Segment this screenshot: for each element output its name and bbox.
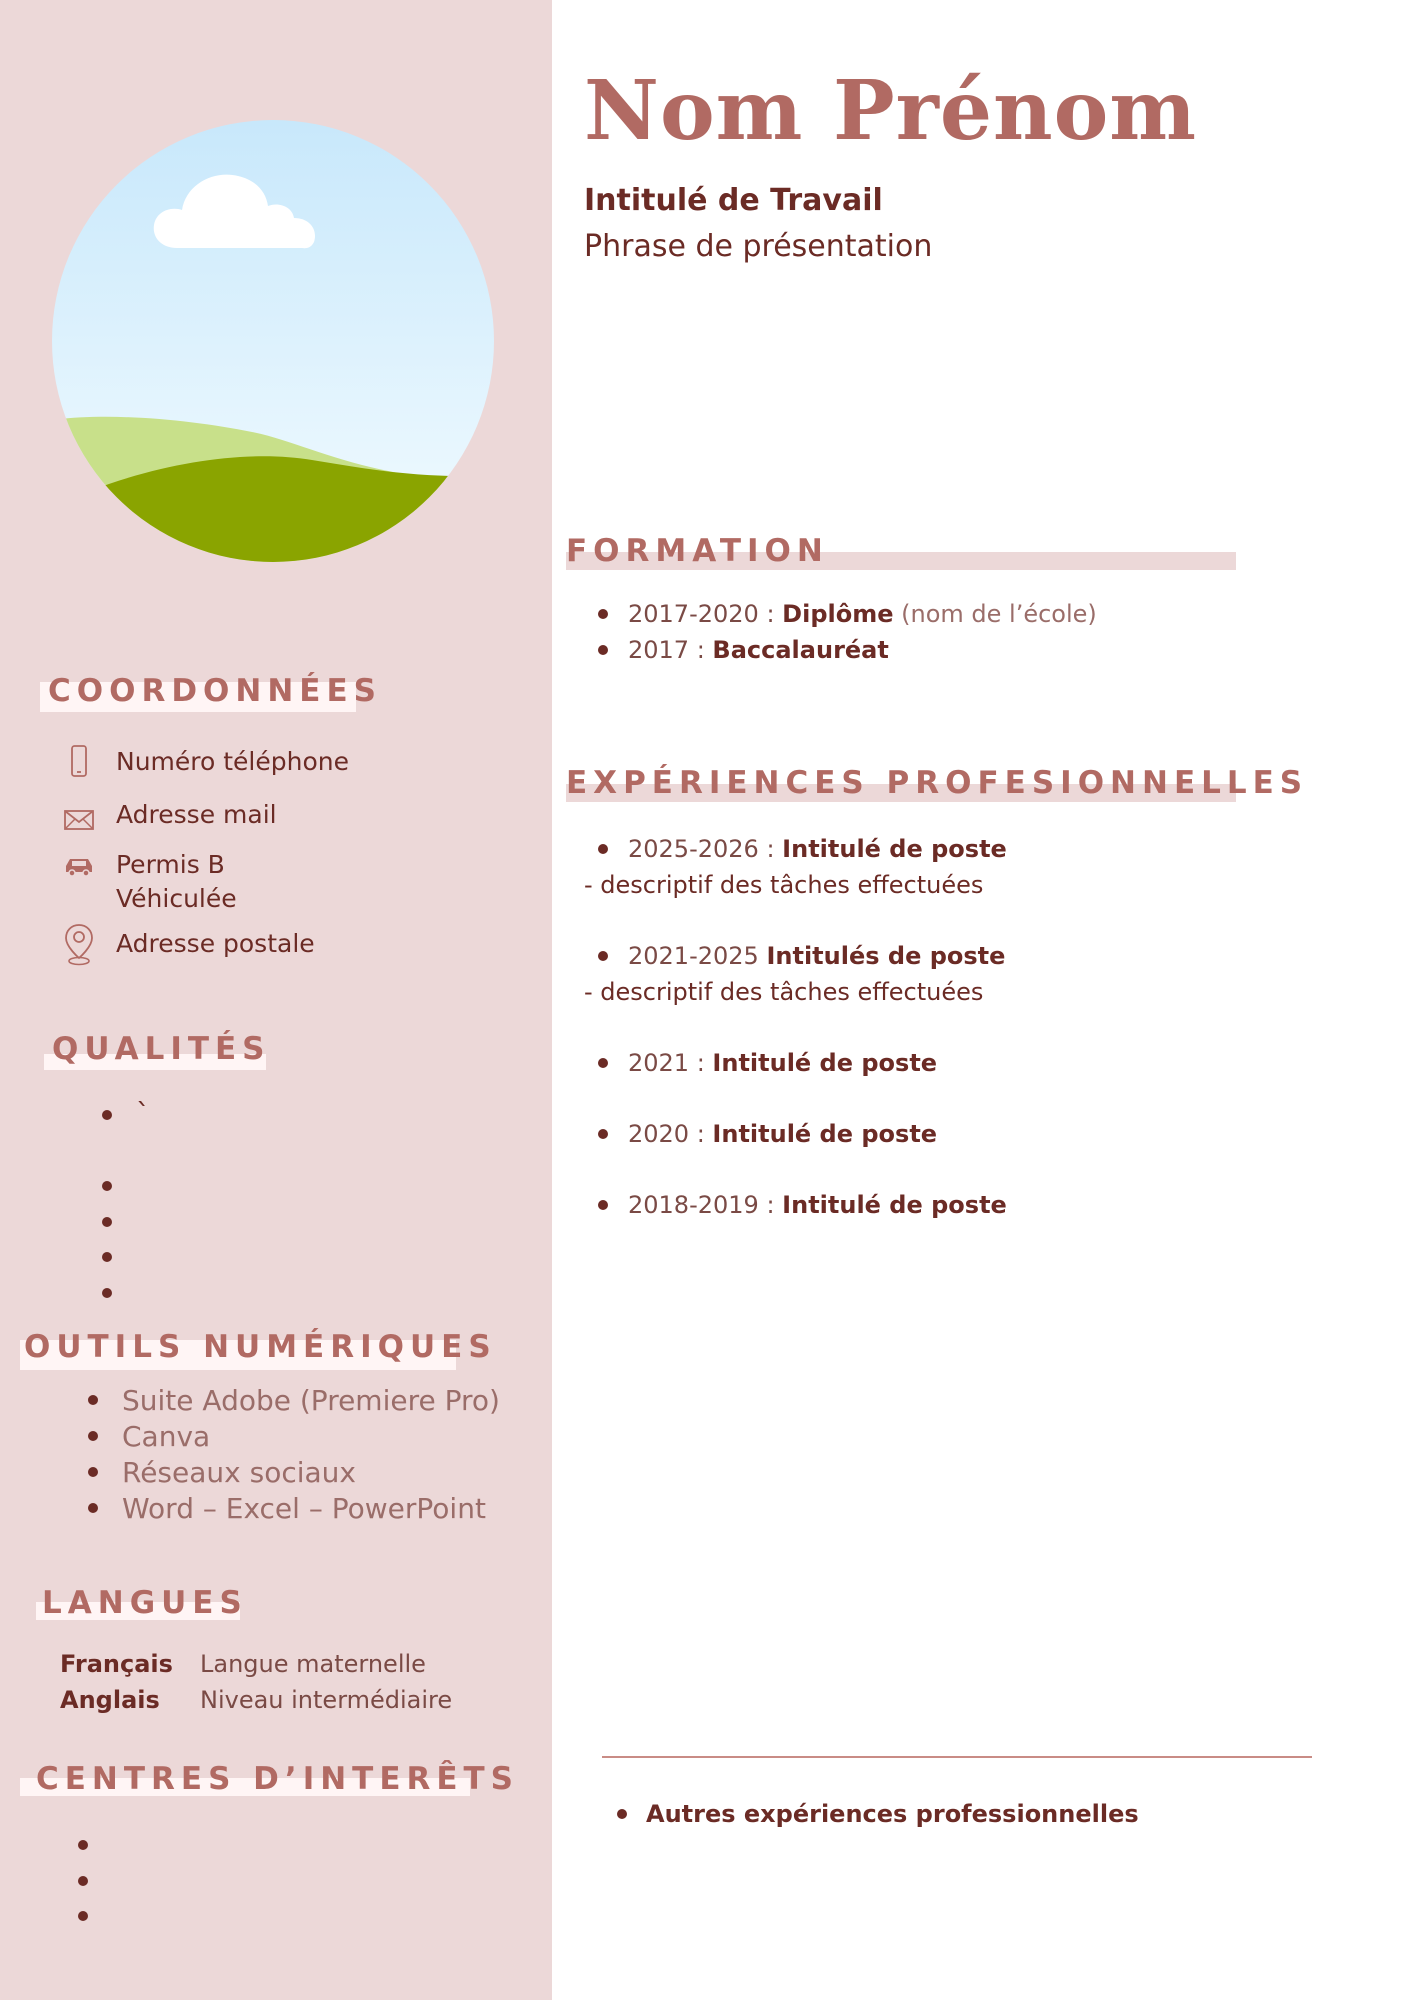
- experience-bullet: [598, 951, 608, 961]
- tools-item: Réseaux sociaux: [122, 1456, 356, 1489]
- job-title: Intitulé de Travail: [584, 183, 883, 218]
- experience-entry: [628, 1193, 1007, 1217]
- experience-description: - descriptif des tâches effectuées: [584, 978, 984, 1006]
- experience-separator: :: [758, 1191, 783, 1219]
- qualities-bullet: [102, 1217, 112, 1227]
- tools-item: Canva: [122, 1420, 211, 1453]
- education-separator: :: [758, 600, 783, 628]
- experience-bullet: [598, 1129, 608, 1139]
- experience-bullet: [598, 1200, 608, 1210]
- phone-text: Numéro téléphone: [116, 747, 349, 776]
- presentation-sentence: Phrase de présentation: [584, 229, 933, 264]
- section-divider: [602, 1756, 1312, 1758]
- experience-entry: [628, 837, 1007, 861]
- experience-title: Intitulé de poste: [782, 835, 1007, 863]
- experience-heading: EXPÉRIENCES PROFESIONNELLES: [566, 765, 1309, 801]
- tools-bullet: [88, 1467, 98, 1477]
- education-bullet: [598, 609, 608, 619]
- qualities-heading: QUALITÉS: [52, 1031, 271, 1067]
- interests-bullet: [78, 1840, 88, 1850]
- interests-heading: CENTRES D’INTERÊTS: [36, 1761, 520, 1797]
- education-entry: [628, 602, 1097, 626]
- qualities-bullet: [102, 1252, 112, 1262]
- education-separator: :: [689, 636, 713, 664]
- experience-bullet: [598, 1058, 608, 1068]
- education-title: Diplôme: [782, 600, 894, 628]
- tools-item: Word – Excel – PowerPoint: [122, 1492, 486, 1525]
- address-text: Adresse postale: [116, 929, 315, 958]
- education-school: (nom de l’école): [893, 600, 1097, 628]
- qualities-bullet: [102, 1110, 112, 1120]
- interests-bullet: [78, 1876, 88, 1886]
- experience-title: Intitulés de poste: [766, 942, 1006, 970]
- languages-heading: LANGUES: [42, 1585, 248, 1621]
- license-text: Permis B: [116, 850, 225, 879]
- language-name: Anglais: [60, 1686, 160, 1714]
- education-bullet: [598, 645, 608, 655]
- experience-entry: [628, 944, 1005, 968]
- mail-icon: [62, 802, 96, 836]
- qualities-bullet: [102, 1181, 112, 1191]
- interests-bullet: [78, 1911, 88, 1921]
- experience-title: Intitulé de poste: [712, 1120, 938, 1148]
- tools-bullet: [88, 1503, 98, 1513]
- other-experience: [646, 1802, 1139, 1826]
- experience-bullet: [598, 844, 608, 854]
- language-level: Niveau intermédiaire: [200, 1686, 453, 1714]
- education-heading: FORMATION: [566, 533, 829, 569]
- experience-date: 2021: [628, 1049, 690, 1077]
- tools-item: Suite Adobe (Premiere Pro): [122, 1384, 500, 1417]
- qualities-bullet: [102, 1288, 112, 1298]
- experience-date: 2020: [628, 1120, 690, 1148]
- profile-photo: [52, 120, 494, 562]
- other-bullet: [617, 1809, 627, 1819]
- location-pin-icon: [62, 922, 96, 966]
- education-entry: [628, 638, 889, 662]
- experience-date: 2021-2025: [628, 942, 759, 970]
- qualities-item: `: [136, 1097, 150, 1130]
- education-date: 2017: [628, 636, 690, 664]
- experience-title: Intitulé de poste: [712, 1049, 938, 1077]
- experience-description: - descriptif des tâches effectuées: [584, 871, 984, 899]
- experience-date: 2018-2019: [628, 1191, 759, 1219]
- experience-separator: :: [689, 1049, 713, 1077]
- education-title: Baccalauréat: [712, 636, 889, 664]
- language-name: Français: [60, 1650, 173, 1678]
- email-text: Adresse mail: [116, 800, 277, 829]
- phone-icon: [62, 744, 96, 778]
- experience-separator: :: [758, 835, 783, 863]
- experience-title: Intitulé de poste: [782, 1191, 1007, 1219]
- full-name: Nom Prénom: [584, 63, 1198, 159]
- tools-bullet: [88, 1431, 98, 1441]
- language-level: Langue maternelle: [200, 1650, 426, 1678]
- tools-bullet: [88, 1395, 98, 1405]
- contact-heading: COORDONNÉES: [48, 673, 382, 709]
- tools-heading: OUTILS NUMÉRIQUES: [24, 1329, 497, 1365]
- vehicle-text: Véhiculée: [116, 884, 237, 913]
- experience-date: 2025-2026: [628, 835, 759, 863]
- experience-entry: [628, 1122, 937, 1146]
- car-icon: [62, 850, 96, 884]
- experience-separator: :: [689, 1120, 713, 1148]
- other-experience-label: Autres expériences professionnelles: [646, 1800, 1139, 1828]
- education-date: 2017-2020: [628, 600, 759, 628]
- experience-entry: [628, 1051, 937, 1075]
